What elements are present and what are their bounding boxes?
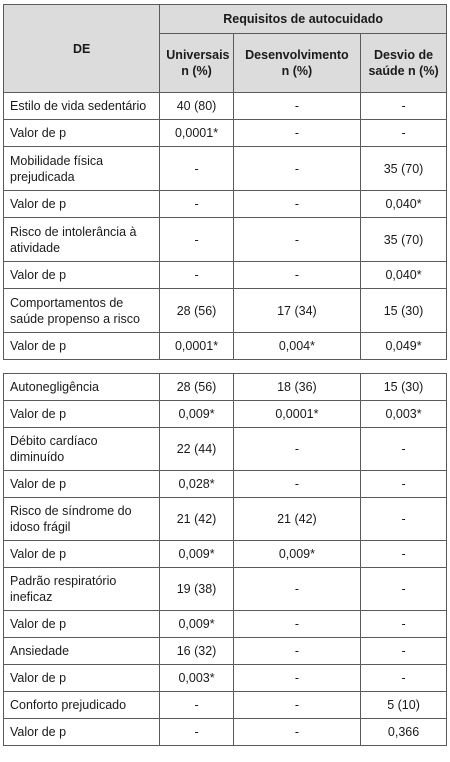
value-cell: - xyxy=(160,692,233,719)
value-cell: 22 (44) xyxy=(160,428,233,471)
value-cell: - xyxy=(361,428,447,471)
value-cell: - xyxy=(361,638,447,665)
value-cell: - xyxy=(233,611,360,638)
value-cell: 0,040* xyxy=(361,191,447,218)
value-cell: - xyxy=(361,93,447,120)
value-cell: 0,040* xyxy=(361,262,447,289)
value-cell: 28 (56) xyxy=(160,374,233,401)
value-cell: 0,009* xyxy=(233,541,360,568)
value-cell: 21 (42) xyxy=(160,498,233,541)
value-cell: 0,003* xyxy=(361,401,447,428)
value-cell: - xyxy=(361,568,447,611)
value-cell: 0,0001* xyxy=(160,333,233,360)
row-label-cell: Estilo de vida sedentário xyxy=(4,93,160,120)
value-cell: - xyxy=(233,568,360,611)
value-cell: - xyxy=(233,147,360,191)
value-cell: 0,003* xyxy=(160,665,233,692)
value-cell: - xyxy=(233,638,360,665)
row-label-cell: Valor de p xyxy=(4,333,160,360)
value-cell: 0,0001* xyxy=(233,401,360,428)
value-cell: - xyxy=(160,719,233,746)
table-row xyxy=(4,401,447,428)
value-cell: - xyxy=(361,120,447,147)
value-cell: 5 (10) xyxy=(361,692,447,719)
table-row xyxy=(4,93,447,120)
table-row xyxy=(4,374,447,401)
value-cell: 35 (70) xyxy=(361,218,447,262)
value-cell: 17 (34) xyxy=(233,289,360,333)
row-label-cell: Valor de p xyxy=(4,401,160,428)
value-cell: - xyxy=(233,719,360,746)
table-row xyxy=(4,191,447,218)
table-row xyxy=(4,147,447,191)
value-cell: 0,004* xyxy=(233,333,360,360)
value-cell: - xyxy=(233,218,360,262)
value-cell: - xyxy=(233,93,360,120)
table-row xyxy=(4,611,447,638)
value-cell: 28 (56) xyxy=(160,289,233,333)
value-cell: - xyxy=(233,692,360,719)
value-cell: - xyxy=(361,498,447,541)
value-cell: - xyxy=(233,262,360,289)
value-cell: - xyxy=(233,191,360,218)
value-cell: - xyxy=(160,147,233,191)
row-label-cell: Valor de p xyxy=(4,471,160,498)
value-cell: - xyxy=(160,218,233,262)
table-row xyxy=(4,218,447,262)
value-cell: 18 (36) xyxy=(233,374,360,401)
row-label-cell: Valor de p xyxy=(4,541,160,568)
row-label-cell: Comportamentos de saúde propenso a risco xyxy=(4,289,160,333)
table-row xyxy=(4,428,447,471)
row-label-cell: Valor de p xyxy=(4,191,160,218)
table-row xyxy=(4,262,447,289)
table-row xyxy=(4,665,447,692)
row-label-cell: Valor de p xyxy=(4,120,160,147)
table-row xyxy=(4,638,447,665)
value-cell: 15 (30) xyxy=(361,289,447,333)
row-label-cell: Mobilidade física prejudicada xyxy=(4,147,160,191)
value-cell: 0,009* xyxy=(160,401,233,428)
value-cell: 19 (38) xyxy=(160,568,233,611)
value-cell: - xyxy=(361,541,447,568)
value-cell: 0,028* xyxy=(160,471,233,498)
value-cell: 0,009* xyxy=(160,541,233,568)
table-row xyxy=(4,498,447,541)
table-row xyxy=(4,692,447,719)
row-label-cell: Conforto prejudicado xyxy=(4,692,160,719)
row-label-cell: Ansiedade xyxy=(4,638,160,665)
header-de: DE xyxy=(4,5,160,93)
value-cell: 0,0001* xyxy=(160,120,233,147)
table-row xyxy=(4,541,447,568)
value-cell: 35 (70) xyxy=(361,147,447,191)
table-row xyxy=(4,120,447,147)
value-cell: 21 (42) xyxy=(233,498,360,541)
self-care-table-part-1 xyxy=(3,4,447,360)
table-row xyxy=(4,333,447,360)
value-cell: 15 (30) xyxy=(361,374,447,401)
table-row xyxy=(4,471,447,498)
value-cell: - xyxy=(233,428,360,471)
value-cell: - xyxy=(160,262,233,289)
header-universais: Universais n (%) xyxy=(160,34,233,93)
row-label-cell: Valor de p xyxy=(4,611,160,638)
value-cell: 40 (80) xyxy=(160,93,233,120)
header-desvio: Desvio de saúde n (%) xyxy=(361,34,447,93)
table-row xyxy=(4,568,447,611)
value-cell: - xyxy=(233,665,360,692)
value-cell: 16 (32) xyxy=(160,638,233,665)
header-requisitos: Requisitos de autocuidado xyxy=(160,5,447,34)
value-cell: - xyxy=(361,611,447,638)
value-cell: - xyxy=(361,665,447,692)
value-cell: - xyxy=(361,471,447,498)
row-label-cell: Risco de intolerância à atividade xyxy=(4,218,160,262)
self-care-table-part-2 xyxy=(3,373,447,746)
value-cell: - xyxy=(233,471,360,498)
value-cell: - xyxy=(233,120,360,147)
row-label-cell: Risco de síndrome do idoso frágil xyxy=(4,498,160,541)
table-row xyxy=(4,719,447,746)
row-label-cell: Débito cardíaco diminuído xyxy=(4,428,160,471)
value-cell: 0,049* xyxy=(361,333,447,360)
table-row xyxy=(4,289,447,333)
row-label-cell: Padrão respiratório ineficaz xyxy=(4,568,160,611)
row-label-cell: Valor de p xyxy=(4,262,160,289)
value-cell: 0,366 xyxy=(361,719,447,746)
value-cell: - xyxy=(160,191,233,218)
row-label-cell: Autonegligência xyxy=(4,374,160,401)
row-label-cell: Valor de p xyxy=(4,719,160,746)
row-label-cell: Valor de p xyxy=(4,665,160,692)
header-desenvolvimento: Desenvolvimento n (%) xyxy=(233,34,360,93)
value-cell: 0,009* xyxy=(160,611,233,638)
